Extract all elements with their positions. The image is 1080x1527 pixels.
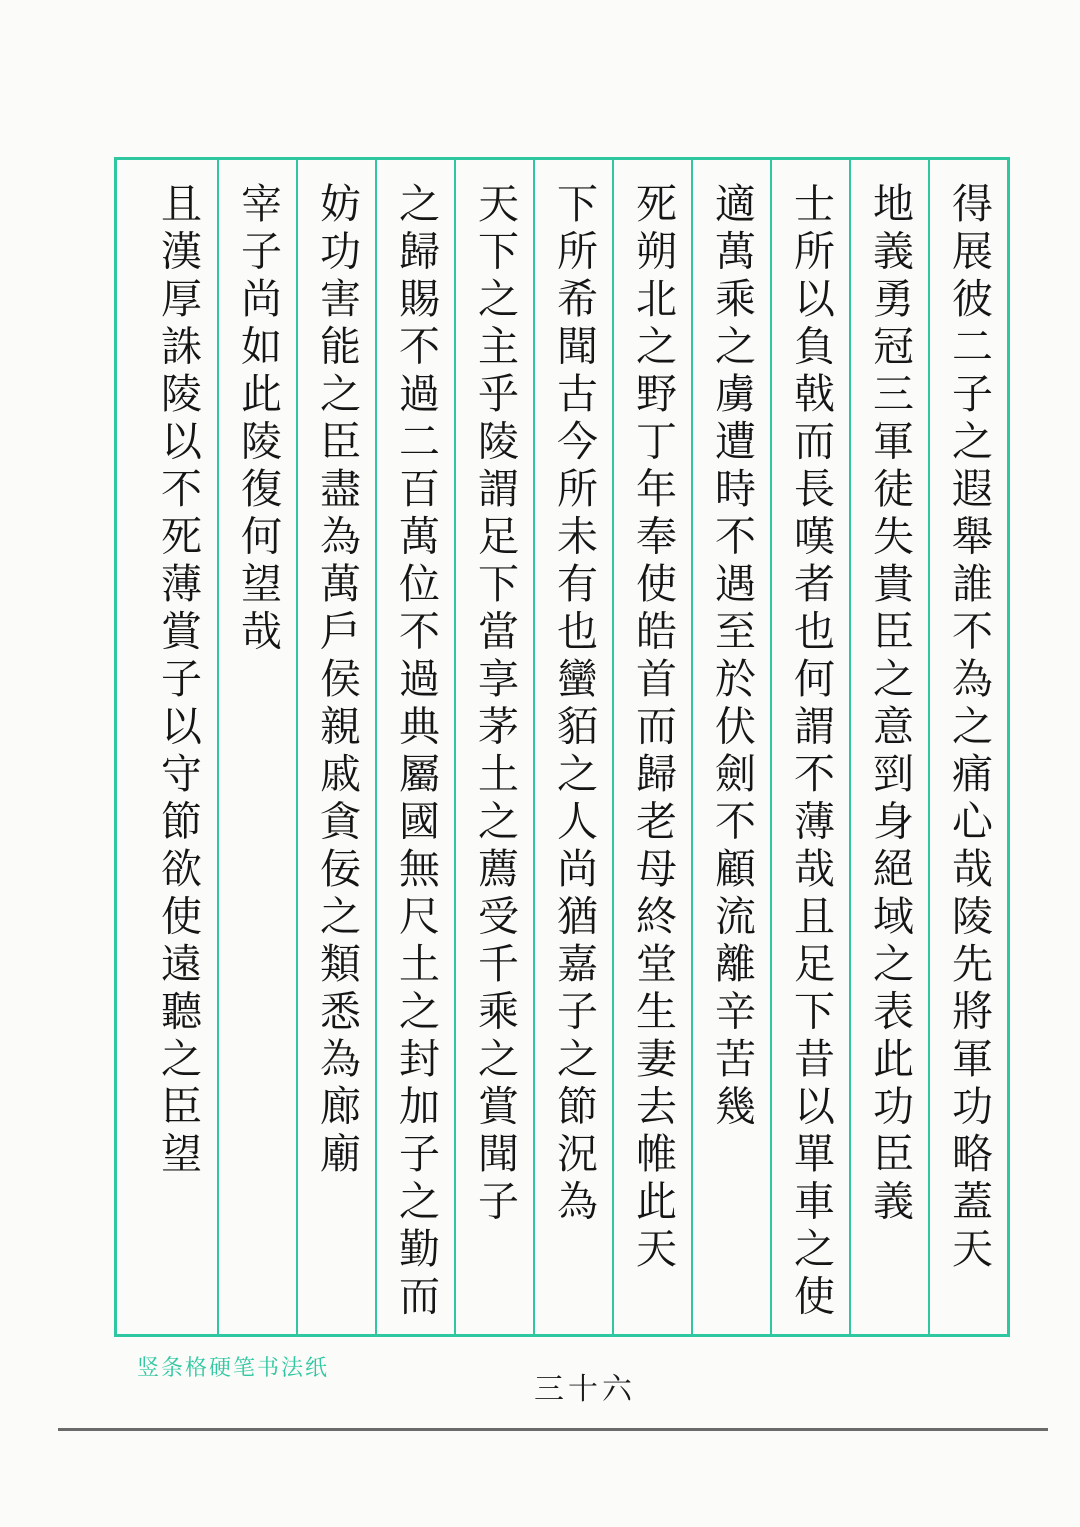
column-text: 妨功害能之臣盡為萬戶侯親戚貪佞之類悉為廊廟 — [313, 182, 361, 1180]
column-text: 之歸賜不過二百萬位不過典屬國無尺土之封加子之勤而 — [392, 182, 440, 1322]
column-text: 宰子尚如此陵復何望哉 — [234, 182, 282, 657]
grid-column-9 — [296, 160, 375, 1334]
column-text: 適萬乘之虜遭時不遇至於伏劍不顧流離辛苦幾 — [708, 182, 756, 1132]
page-edge-shadow — [58, 1428, 1048, 1431]
grid-column-1 — [928, 160, 1007, 1334]
column-text: 死朔北之野丁年奉使皓首而歸老母終堂生妻去帷此天 — [629, 182, 677, 1275]
grid-column-11 — [138, 160, 217, 1334]
column-text: 士所以負戟而長嘆者也何謂不薄哉且足下昔以單車之使 — [787, 182, 835, 1322]
column-text: 得展彼二子之遐舉誰不為之痛心哉陵先將軍功略蓋天 — [945, 182, 993, 1275]
grid-column-4 — [691, 160, 770, 1334]
grid-column-3 — [770, 160, 849, 1334]
vertical-grid-frame — [114, 157, 1010, 1337]
column-text: 地義勇冠三軍徒失貴臣之意剄身絕域之表此功臣義 — [866, 182, 914, 1227]
page-number: 三十六 — [534, 1372, 636, 1407]
column-text: 且漢厚誅陵以不死薄賞子以守節欲使遠聽之臣望 — [154, 182, 202, 1180]
grid-column-10 — [217, 160, 296, 1334]
grid-column-2 — [849, 160, 928, 1334]
column-text: 天下之主乎陵謂足下當享茅土之薦受千乘之賞聞子 — [471, 182, 519, 1227]
grid-column-6 — [533, 160, 612, 1334]
column-text: 下所希聞古今所未有也蠻貊之人尚猶嘉子之節況為 — [550, 182, 598, 1227]
paper-label: 竖条格硬笔书法纸 — [137, 1356, 330, 1381]
grid-column-5 — [612, 160, 691, 1334]
grid-column-8 — [375, 160, 454, 1334]
grid-column-7 — [454, 160, 533, 1334]
